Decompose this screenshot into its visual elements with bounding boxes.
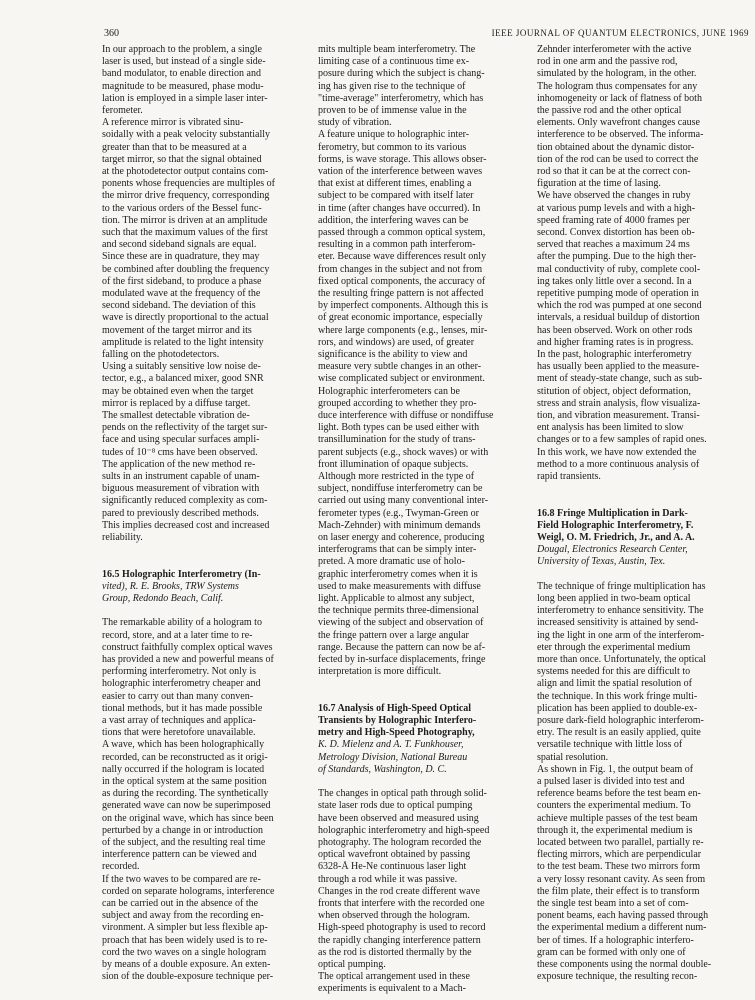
column1-line: interference pattern can be viewed and bbox=[102, 849, 257, 861]
column1-line: band modulator, to enable direction and bbox=[102, 68, 261, 80]
column1-line: in the optical system at the same position bbox=[102, 776, 267, 787]
column1-line: corded on separate holograms, interference bbox=[102, 885, 275, 897]
column2-line: 16.7 Analysis of High-Speed Optical bbox=[318, 702, 472, 714]
column2-line: parent subjects (e.g., shock waves) or with bbox=[318, 446, 489, 458]
column2-line: passed through a common optical system, bbox=[318, 227, 486, 238]
column2-line: used to make measurements with diffuse bbox=[318, 580, 481, 592]
column1-line: sults in an instrument capable of unam- bbox=[102, 471, 260, 482]
column2-line: preted. A more dramatic use of holo- bbox=[318, 556, 465, 568]
column3-line: rapid transients. bbox=[537, 471, 601, 482]
column1-line: biguous measurement of vibration with bbox=[102, 483, 260, 495]
column3-line: mal conductivity of ruby, complete cool- bbox=[537, 263, 701, 275]
column1-line: tector, e.g., a balanced mixer, good SNR bbox=[102, 373, 264, 385]
column2-line: of great economic importance, especially bbox=[318, 312, 483, 324]
column3-line: The technique of fringe multiplication has bbox=[537, 580, 706, 592]
column1-line: subject and away from the recording en- bbox=[102, 910, 264, 922]
column3-line: Zehnder interferometer with the active bbox=[537, 44, 692, 55]
column3-line: second. Convex distortion has been ob- bbox=[537, 227, 695, 238]
column2-line: that exist at different times, enabling a bbox=[318, 178, 472, 190]
column3-line: method to a more continuous analysis of bbox=[537, 458, 700, 470]
column1-line: lation is employed in a simple laser inter- bbox=[102, 92, 268, 104]
column3-line: stitution of object, object deformation, bbox=[537, 385, 691, 397]
column2-line: Holographic interferometers can be bbox=[318, 385, 460, 397]
column1-line: magnitude to be measured, phase modu- bbox=[102, 80, 264, 92]
column2-line: addition, the interfering waves can be bbox=[318, 214, 469, 226]
column2-line: The changes in optical path through solid- bbox=[318, 788, 487, 800]
column1-line: may be obtained even when the target bbox=[102, 385, 254, 397]
column1-line: A reference mirror is vibrated sinu- bbox=[102, 117, 244, 129]
column2-line: as the rod is distorted thermally by the bbox=[318, 946, 472, 958]
column2-line: light. Applicable to almost any subject, bbox=[318, 593, 475, 604]
column1-line: easier to carry out than many conven- bbox=[102, 690, 254, 702]
column1-line: face and using specular surfaces ampli- bbox=[102, 434, 260, 446]
column3-line: located between two parallel, partially re- bbox=[537, 837, 704, 848]
column3-line: has usually been applied to the measure- bbox=[537, 361, 700, 373]
column2-line: experiments is equivalent to a Mach- bbox=[318, 983, 467, 995]
column3-line: has been observed. Work on other rods bbox=[537, 324, 693, 336]
column1-line: tion. The mirror is driven at an amplitude bbox=[102, 214, 268, 226]
column3-line: tion of the rod can be used to correct the bbox=[537, 153, 699, 165]
column3-line: As shown in Fig. 1, the output beam of bbox=[537, 763, 694, 775]
column2-line: through a rod while it was passive. bbox=[318, 873, 458, 885]
column1-line: target mirror, so that the signal obtained bbox=[102, 153, 262, 165]
column3-line: the film plate, their effect is to transform bbox=[537, 885, 700, 897]
column1-line: generated wave can now be superimposed bbox=[102, 800, 271, 812]
column2-line: the rapidly changing interference pattern bbox=[318, 934, 481, 946]
column2-line: subject, nondiffuse interferometry can be bbox=[318, 483, 483, 495]
column3-line: through it, the experimental medium is bbox=[537, 824, 693, 836]
column3-line: spatial resolution. bbox=[537, 751, 609, 763]
column2-line: the fringe pattern over a large angular bbox=[318, 629, 469, 641]
column1-line: to the various orders of the Bessel func- bbox=[102, 202, 262, 214]
column1-line: recorded. bbox=[102, 861, 140, 873]
column2-line: optical wavefront obtained by passing bbox=[318, 849, 471, 861]
column3-line: to the test beam. These two mirrors form bbox=[537, 861, 701, 873]
column3-line: the technique. In this work fringe multi- bbox=[537, 690, 698, 702]
column1-line: on the original wave, which has since been bbox=[102, 812, 274, 824]
column2-line: transillumination for the study of trans- bbox=[318, 434, 476, 446]
column1-line: of the first sideband, to produce a phase bbox=[102, 275, 262, 287]
column3-line: align and limit the spatial resolution of bbox=[537, 678, 692, 690]
column3-line: elements. Only wavefront changes cause bbox=[537, 117, 700, 129]
column3-line: interference to be observed. The informa- bbox=[537, 129, 704, 141]
column3-line: simulated by the hologram, in the other. bbox=[537, 68, 697, 80]
column3-line: etry. The result is an easily applied, quite bbox=[537, 727, 701, 739]
column1-line: 16.5 Holographic Interferometry (In- bbox=[102, 568, 261, 580]
column2-line: Changes in the rod create different wave bbox=[318, 885, 480, 897]
column1-line: the mirror drive frequency, corresponding bbox=[102, 190, 270, 202]
column2-line: by imperfect components. Although this is bbox=[318, 300, 488, 312]
column1-line: construct faithfully complex optical waves bbox=[102, 641, 273, 653]
column1-line: modulated wave at the frequency of the bbox=[102, 288, 261, 299]
column3-line: and higher framing rates is in progress. bbox=[537, 336, 694, 348]
column1-line: cord the two waves on a single hologram bbox=[102, 946, 267, 958]
column2-line: holographic interferometry and high-speed bbox=[318, 824, 490, 836]
column2-line: fronts that interfere with the recorded one bbox=[318, 898, 485, 909]
column3-line: systems needed for this are difficult to bbox=[537, 666, 691, 678]
column2-line: posure during which the subject is chang- bbox=[318, 68, 485, 80]
column2-line: interpretation is more difficult. bbox=[318, 666, 442, 678]
column2-line: in time (after changes have occurred). In bbox=[318, 202, 481, 214]
column2-line: of Standards, Washington, D. C. bbox=[318, 763, 447, 775]
column2-line: interferograms that can be simply inter- bbox=[318, 544, 477, 556]
column2-line: High-speed photography is used to record bbox=[318, 922, 486, 934]
column1-line: Using a suitably sensitive low noise de- bbox=[102, 361, 261, 373]
column1-line: pared to previously described methods. bbox=[102, 507, 259, 519]
column2-line: wise complicated subject or environment. bbox=[318, 373, 485, 385]
column1-line: If the two waves to be compared are re- bbox=[102, 873, 261, 885]
column3-line: ponent beams, each having passed through bbox=[537, 910, 709, 922]
column3-line: gram can be formed with only one of bbox=[537, 946, 686, 958]
column1-line: falling on the photodetectors. bbox=[102, 349, 220, 360]
column2-line: from changes in the subject and not from bbox=[318, 263, 483, 275]
column2-line: metry and High-Speed Photography, bbox=[318, 727, 475, 739]
column3-line: counters the experimental medium. To bbox=[537, 800, 691, 812]
column3-line: which the rod was pumped at one second bbox=[537, 300, 702, 312]
column2-line: significance is the ability to view and bbox=[318, 349, 468, 360]
column3-line: figuration at the time of lasing. bbox=[537, 178, 661, 190]
column3-line: a pulsed laser is divided into test and bbox=[537, 776, 685, 787]
column2-line: rors, and windows) are used, of greater bbox=[318, 336, 475, 348]
column2-line: mits multiple beam interferometry. The bbox=[318, 44, 476, 55]
column1-line: pends on the reflectivity of the target sur- bbox=[102, 422, 268, 434]
column2-line: measure very subtle changes in an other- bbox=[318, 361, 482, 373]
column1-line: tions that were heretofore unavailable. bbox=[102, 727, 256, 739]
column2-line: subject to be compared with itself later bbox=[318, 190, 474, 202]
column2-line: optical pumping. bbox=[318, 959, 386, 970]
column1-line: vited), R. E. Brooks, TRW Systems bbox=[102, 580, 239, 592]
column2-line: front illumination of opaque subjects. bbox=[318, 458, 469, 470]
column3-line: rod so that it can be at the correct con- bbox=[537, 166, 691, 177]
column3-line: at various pump levels and with a high- bbox=[537, 202, 696, 214]
column2-line: Mach-Zehnder) with minimum demands bbox=[318, 519, 481, 531]
column3-line: intervals, a residual buildup of distortion bbox=[537, 312, 700, 324]
column3-line: tion, and vibration measurement. Transi- bbox=[537, 410, 700, 421]
column2-line: The optical arrangement used in these bbox=[318, 971, 470, 983]
column3-line: stress and strain analysis, flow visualiza- bbox=[537, 397, 701, 409]
column2-line: ing has given rise to the technique of bbox=[318, 80, 466, 92]
column3-line: interferometry to enhance sensitivity. The bbox=[537, 605, 704, 617]
column1-line: at the photodetector output contains com- bbox=[102, 166, 269, 177]
column3-line: Dougal, Electronics Research Center, bbox=[537, 544, 688, 556]
column2-line: on laser energy and coherence, producing bbox=[318, 532, 485, 543]
column3-line: Weigl, O. M. Friedrich, Jr., and A. A. bbox=[537, 532, 695, 543]
column3-line: more than once. Unfortunately, the optical bbox=[537, 654, 707, 665]
column3-line: flecting mirrors, which are perpendicular bbox=[537, 849, 702, 861]
column3-line: long been applied in two-beam optical bbox=[537, 593, 691, 604]
column1-line: as during the recording. The synthetically bbox=[102, 788, 269, 800]
column3-line: a very lossy resonant cavity. As seen from bbox=[537, 873, 706, 885]
column1-line: significantly reduced complexity as com- bbox=[102, 495, 268, 507]
column2-line: viewing of the subject and observation of bbox=[318, 617, 484, 629]
column1-line: movement of the target mirror and its bbox=[102, 324, 252, 336]
column3-line: achieve multiple passes of the test beam bbox=[537, 812, 698, 824]
column3-line: the passive rod and the other optical bbox=[537, 105, 682, 116]
column2-line: fixed optical components, the accuracy of bbox=[318, 275, 486, 287]
column2-line: study of vibration. bbox=[318, 117, 392, 129]
column1-line: by means of a double exposure. An exten- bbox=[102, 959, 271, 970]
column3-line: served that reaches a maximum 24 ms bbox=[537, 239, 690, 251]
column2-line: vation of the interference between waves bbox=[318, 166, 483, 177]
column2-line: fected by in-surface displacements, fringe bbox=[318, 654, 486, 665]
column1-line: has provided a new and powerful means of bbox=[102, 654, 274, 665]
column2-line: ferometer types (e.g., Twyman-Green or bbox=[318, 507, 479, 519]
column1-line: In our approach to the problem, a single bbox=[102, 44, 262, 55]
column1-line: vironment. A simpler but less flexible ap- bbox=[102, 922, 268, 934]
column1-line: The smallest detectable vibration de- bbox=[102, 410, 250, 421]
column2-line: proven to be of immense value in the bbox=[318, 105, 467, 116]
column3-line: Field Holographic Interferometry, F. bbox=[537, 519, 694, 531]
column2-line: graphic interferometry comes when it is bbox=[318, 568, 478, 580]
column1-line: This implies decreased cost and increased bbox=[102, 519, 270, 531]
column3-line: the experimental medium a different num- bbox=[537, 922, 707, 934]
column1-line: laser is used, but instead of a single side- bbox=[102, 56, 266, 68]
column1-line: proach that has been widely used is to re- bbox=[102, 934, 268, 946]
column2-line: grouped according to whether they pro- bbox=[318, 397, 477, 409]
column3-line: In the past, holographic interferometry bbox=[537, 349, 692, 360]
column1-line: tional methods, but it has made possible bbox=[102, 702, 263, 714]
column1-line: be combined after doubling the frequency bbox=[102, 263, 270, 275]
column1-line: of the subject, and the resulting real time bbox=[102, 837, 266, 848]
column2-line: range. Because the pattern can now be af- bbox=[318, 641, 486, 653]
column2-line: have been observed and measured using bbox=[318, 812, 479, 824]
column2-line: where large components (e.g., lenses, mir- bbox=[318, 324, 488, 336]
column1-line: record, store, and at a later time to re- bbox=[102, 629, 253, 641]
column2-line: state laser rods due to optical pumping bbox=[318, 800, 473, 812]
column3-line: ing the light in one arm of the interferom- bbox=[537, 629, 705, 641]
column3-line: exposure technique, the resulting recon- bbox=[537, 971, 698, 983]
column3-line: increased sensitivity is attained by send- bbox=[537, 617, 699, 629]
column3-line: tion obtained about the dynamic distor- bbox=[537, 141, 695, 153]
column3-line: plication has been applied to double-ex- bbox=[537, 702, 698, 714]
column1-line: nally occurred if the hologram is located bbox=[102, 763, 265, 775]
column1-line: second sideband. The deviation of this bbox=[102, 300, 256, 312]
column1-line: ponents whose frequencies are multiples of bbox=[102, 178, 276, 190]
column3-line: speed framing rate of 4000 frames per bbox=[537, 214, 690, 226]
column2-line: A feature unique to holographic inter- bbox=[318, 129, 470, 141]
column1-line: The remarkable ability of a hologram to bbox=[102, 617, 262, 629]
column1-line: and second sideband signals are equal. bbox=[102, 239, 257, 251]
column1-line: amplitude is related to the light intensity bbox=[102, 336, 264, 348]
column2-line: Metrology Division, National Bureau bbox=[318, 751, 468, 763]
column1-line: such that the maximum values of the first bbox=[102, 227, 268, 238]
page-number: 360 bbox=[104, 28, 119, 39]
column2-line: eter. Because wave differences result only bbox=[318, 251, 487, 263]
column1-line: greater than that to be measured at a bbox=[102, 141, 247, 153]
column2-line: K. D. Mielenz and A. T. Funkhouser, bbox=[318, 739, 464, 751]
column1-line: mirror is replaced by a diffuse target. bbox=[102, 397, 251, 409]
column3-line: The hologram thus compensates for any bbox=[537, 80, 698, 92]
column1-line: recorded, can be reconstructed as it origi- bbox=[102, 751, 268, 763]
column1-line: A wave, which has been holographically bbox=[102, 739, 265, 751]
column2-line: carried out using many conventional inter- bbox=[318, 495, 489, 507]
column3-line: inhomogeneity or lack of flatness of both bbox=[537, 92, 702, 104]
column1-line: wave is directly proportional to the actual bbox=[102, 312, 269, 324]
column1-line: a vast array of techniques and applica- bbox=[102, 715, 256, 726]
column3-line: rod in one arm and the passive rod, bbox=[537, 56, 678, 68]
column1-line: performing interferometry. Not only is bbox=[102, 666, 257, 678]
column2-line: 6328-Å He-Ne continuous laser light bbox=[318, 861, 467, 873]
column3-line: reference beams before the test beam en- bbox=[537, 788, 701, 800]
column3-line: We have observed the changes in ruby bbox=[537, 190, 691, 202]
column2-line: Although more restricted in the type of bbox=[318, 471, 475, 482]
column2-line: forms, is wave storage. This allows obser- bbox=[318, 153, 487, 165]
column2-line: limiting case of a continuous time ex- bbox=[318, 56, 470, 68]
column1-line: Since these are in quadrature, they may bbox=[102, 251, 260, 263]
column2-line: Transients by Holographic Interfero- bbox=[318, 715, 477, 726]
column2-line: when observed through the hologram. bbox=[318, 910, 470, 922]
column2-line: light. Both types can be used either with bbox=[318, 422, 480, 434]
column3-line: the single test beam into a set of com- bbox=[537, 898, 689, 909]
column2-line: "time-average" interferometry, which has bbox=[318, 92, 484, 104]
column2-line: duce interference with diffuse or nondiffuse bbox=[318, 410, 494, 421]
column2-line: the technique permits three-dimensional bbox=[318, 605, 479, 617]
running-head: IEEE JOURNAL OF QUANTUM ELECTRONICS, JUNE 1969 bbox=[491, 28, 749, 38]
column1-line: The application of the new method re- bbox=[102, 458, 256, 470]
column3-line: after the pumping. Due to the high ther- bbox=[537, 251, 697, 263]
column3-line: In this work, we have now extended the bbox=[537, 446, 697, 458]
column2-line: resulting in a common path interferom- bbox=[318, 239, 476, 251]
column3-line: University of Texas, Austin, Tex. bbox=[537, 556, 666, 568]
column3-line: ing takes only little over a second. In a bbox=[537, 275, 692, 287]
column3-line: ment of steady-state change, such as sub- bbox=[537, 373, 703, 385]
column3-line: versatile technique with little loss of bbox=[537, 739, 683, 751]
column1-line: ferometer. bbox=[102, 105, 143, 116]
column3-line: 16.8 Fringe Multiplication in Dark- bbox=[537, 507, 688, 519]
column3-line: ent analysis has been limited to slow bbox=[537, 422, 684, 434]
column1-line: sion of the double-exposure technique per- bbox=[102, 971, 274, 983]
column2-line: ferometry, but common to its various bbox=[318, 141, 467, 153]
column1-line: soidally with a peak velocity substantially bbox=[102, 129, 271, 141]
column3-line: ber of times. If a holographic interfero- bbox=[537, 934, 694, 946]
column2-line: photography. The hologram recorded the bbox=[318, 837, 482, 848]
column1-line: Group, Redondo Beach, Calif. bbox=[102, 593, 224, 604]
column3-line: posure dark-field holographic interferom- bbox=[537, 715, 704, 726]
column2-line: the resulting fringe pattern is not affected bbox=[318, 288, 484, 299]
column3-line: eter through the experimental medium bbox=[537, 641, 691, 653]
column3-line: these components using the normal double- bbox=[537, 959, 712, 970]
column1-line: perturbed by a change in or introduction bbox=[102, 824, 264, 836]
column1-line: can be carried out in the absence of the bbox=[102, 898, 259, 909]
column3-line: repetitive pumping mode of operation in bbox=[537, 288, 699, 299]
column1-line: reliability. bbox=[102, 532, 143, 543]
column3-line: changes or to a few samples of rapid ones. bbox=[537, 434, 707, 446]
column1-line: tudes of 10⁻⁸ cms have been observed. bbox=[102, 446, 258, 458]
column1-line: holographic interferometry cheaper and bbox=[102, 678, 261, 690]
